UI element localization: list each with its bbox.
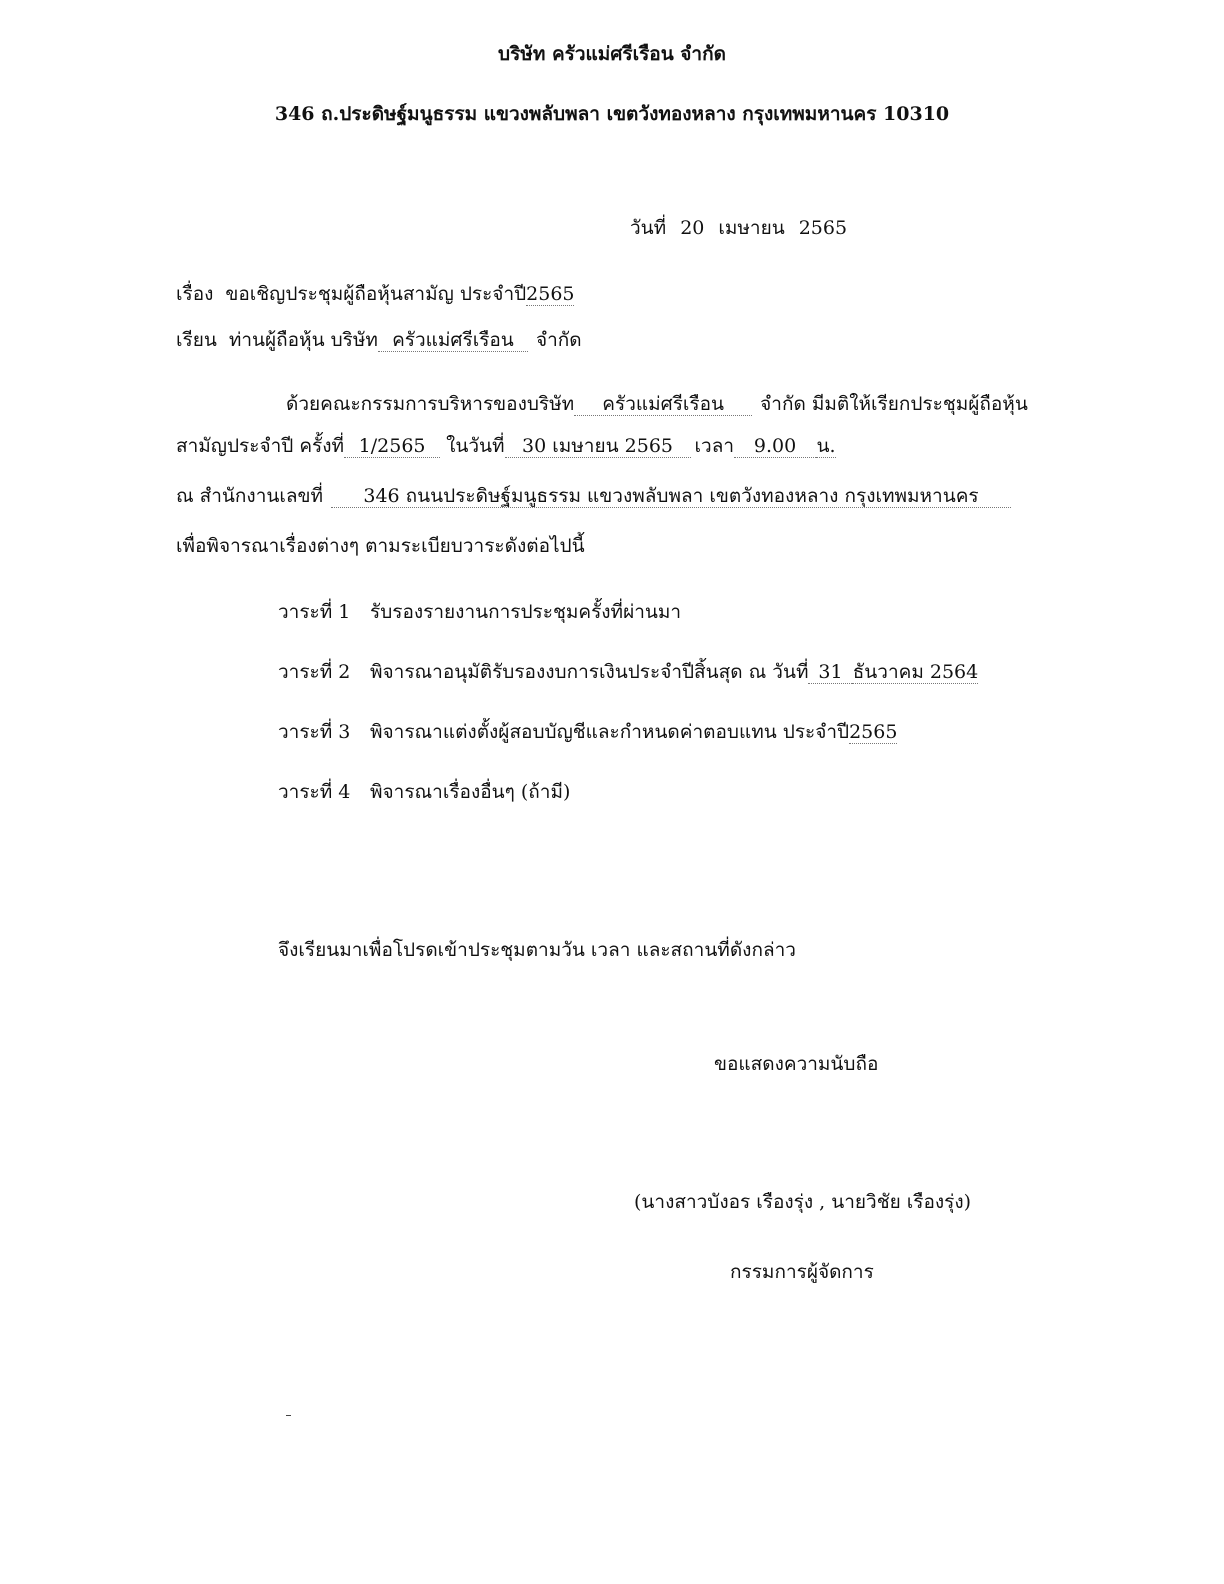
agenda-item-1 (278, 598, 681, 626)
subject-label: เรื่อง (176, 283, 214, 305)
agenda-text: รับรองรายงานการประชุมครั้งที่ผ่านมา (370, 601, 682, 623)
recipient-label: เรียน (176, 329, 217, 351)
letter-date (630, 214, 847, 242)
agenda-label: วาระที่ 4 (278, 781, 351, 803)
date-month: เมษายน (718, 217, 785, 239)
meeting-date-field: 30 เมษายน 2565 (505, 435, 691, 458)
meeting-date-label: ในวันที่ (446, 435, 505, 457)
agenda-item-4 (278, 778, 570, 806)
agenda-text: พิจารณาอนุมัติรับรองงบการเงินประจำปีสิ้นสุด ณ วันที่ (370, 661, 809, 683)
agenda-text: พิจารณาแต่งตั้งผู้สอบบัญชีและกำหนดค่าตอบแทน ประจำปี (370, 721, 850, 743)
body-line-3 (176, 482, 1011, 510)
page-mark (286, 1415, 291, 1416)
agenda-label: วาระที่ 3 (278, 721, 351, 743)
recipient-suffix: จำกัด (535, 329, 582, 351)
body-intro: ด้วยคณะกรรมการบริหารของบริษัท (286, 393, 575, 415)
company-name: บริษัท ครัวแม่ศรีเรือน จำกัด (498, 43, 726, 65)
meeting-no-label: สามัญประจำปี ครั้งที่ (176, 435, 345, 457)
body-line-4: เพื่อพิจารณาเรื่องต่างๆ ตามระเบียบวาระดังต่อไปนี้ (176, 535, 585, 557)
agenda-label: วาระที่ 1 (278, 601, 351, 623)
agenda-label: วาระที่ 2 (278, 661, 351, 683)
meeting-time-label: เวลา (694, 435, 735, 457)
body-company-field: ครัวแม่ศรีเรือน (574, 393, 752, 416)
venue-label: ณ สำนักงานเลขที่ (176, 485, 324, 507)
date-day: 20 (680, 217, 705, 239)
meeting-time-field: 9.00 (734, 435, 816, 458)
date-label: วันที่ (630, 217, 667, 239)
body-line-1 (286, 390, 1028, 418)
regards-text: ขอแสดงความนับถือ (714, 1053, 879, 1075)
fiscal-end-month-year-field: ธันวาคม 2564 (852, 661, 979, 683)
auditor-year-field: 2565 (849, 721, 898, 743)
subject-line (176, 280, 574, 308)
fiscal-end-day-field: 31 (808, 661, 852, 684)
closing-text: จึงเรียนมาเพื่อโปรดเข้าประชุมตามวัน เวลา และสถานที่ดังกล่าว (278, 939, 796, 961)
company-address: 346 ถ.ประดิษฐ์มนูธรรม แขวงพลับพลา เขตวังทองหลาง กรุงเทพมหานคร 10310 (274, 103, 950, 125)
subject-text: ขอเชิญประชุมผู้ถือหุ้นสามัญ ประจำปี (225, 283, 527, 305)
venue-field: 346 ถนนประดิษฐ์มนูธรรม แขวงพลับพลา เขตวังทองหลาง กรุงเทพมหานคร (331, 485, 1011, 508)
agenda-text: พิจารณาเรื่องอื่นๆ (ถ้ามี) (370, 781, 571, 803)
signer-names: (นางสาวบังอร เรืองรุ่ง , นายวิชัย เรืองรุ่ง) (634, 1191, 972, 1213)
recipient-line (176, 326, 582, 354)
date-year: 2565 (798, 217, 848, 239)
meeting-no-field: 1/2565 (344, 435, 440, 458)
agenda-item-3 (278, 718, 897, 746)
agenda-item-2 (278, 658, 978, 686)
body-resolution: จำกัด มีมติให้เรียกประชุมผู้ถือหุ้น (760, 393, 1028, 415)
signer-position: กรรมการผู้จัดการ (730, 1261, 874, 1283)
subject-year-field: 2565 (526, 283, 575, 305)
body-line-2 (176, 432, 836, 460)
time-unit: น. (816, 435, 836, 457)
recipient-company-field: ครัวแม่ศรีเรือน (378, 329, 528, 352)
recipient-text: ท่านผู้ถือหุ้น บริษัท (228, 329, 378, 351)
